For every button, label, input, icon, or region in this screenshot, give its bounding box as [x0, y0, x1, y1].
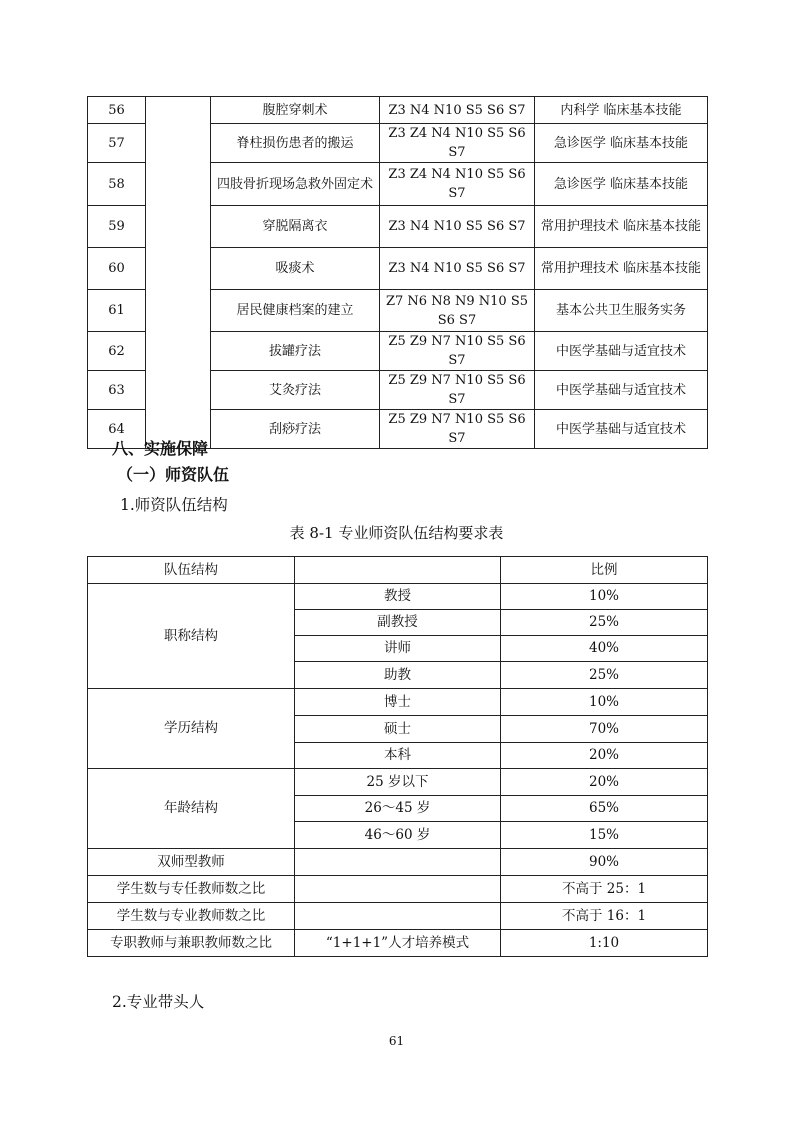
skill-codes: Z3 Z4 N4 N10 S5 S6 S7	[380, 163, 535, 206]
table-row	[88, 769, 708, 796]
group-label: 年龄结构	[88, 769, 295, 849]
sub-item	[295, 903, 501, 930]
skill-name: 拔罐疗法	[211, 332, 380, 371]
sub-item: 教授	[295, 584, 501, 610]
table-row	[88, 849, 708, 876]
row-number: 57	[88, 124, 146, 163]
skill-codes: Z5 Z9 N7 N10 S5 S6 S7	[380, 332, 535, 371]
ratio-value: 25%	[501, 610, 708, 636]
skill-courses: 常用护理技术 临床基本技能	[535, 206, 708, 248]
subsection-heading: （一）师资队伍	[117, 465, 230, 484]
faculty-structure-table	[87, 556, 708, 957]
ratio-value: 40%	[501, 636, 708, 662]
skill-courses: 内科学 临床基本技能	[535, 97, 708, 124]
table-row	[88, 689, 708, 716]
table-caption: 表 8-1 专业师资队伍结构要求表	[289, 524, 504, 542]
sub-item: “1+1+1”人才培养模式	[295, 930, 501, 957]
ratio-value: 10%	[501, 689, 708, 716]
sub-item: 本科	[295, 743, 501, 769]
skill-name: 吸痰术	[211, 248, 380, 290]
table-row	[88, 930, 708, 957]
row-label: 双师型教师	[88, 849, 295, 876]
skill-codes: Z3 N4 N10 S5 S6 S7	[380, 248, 535, 290]
skill-courses: 中医学基础与适宜技术	[535, 332, 708, 371]
merged-category-cell	[146, 97, 211, 449]
skill-name: 艾灸疗法	[211, 371, 380, 410]
skill-courses: 急诊医学 临床基本技能	[535, 124, 708, 163]
skill-courses: 中医学基础与适宜技术	[535, 410, 708, 449]
ratio-value: 15%	[501, 822, 708, 849]
group-label: 学历结构	[88, 689, 295, 769]
sub-item: 26～45 岁	[295, 796, 501, 822]
row-number: 58	[88, 163, 146, 206]
skill-name: 脊柱损伤患者的搬运	[211, 124, 380, 163]
ratio-value: 20%	[501, 743, 708, 769]
sub-item: 讲师	[295, 636, 501, 662]
row-label: 专职教师与兼职教师数之比	[88, 930, 295, 957]
skill-courses: 常用护理技术 临床基本技能	[535, 248, 708, 290]
header-blank	[295, 557, 501, 584]
ratio-value: 不高于 16：1	[501, 903, 708, 930]
table-row	[88, 903, 708, 930]
row-number: 56	[88, 97, 146, 124]
ratio-value: 10%	[501, 584, 708, 610]
skill-name: 居民健康档案的建立	[211, 290, 380, 332]
row-label: 学生数与专业教师数之比	[88, 903, 295, 930]
skill-name: 四肢骨折现场急救外固定术	[211, 163, 380, 206]
skill-courses: 基本公共卫生服务实务	[535, 290, 708, 332]
skill-codes: Z3 Z4 N4 N10 S5 S6 S7	[380, 124, 535, 163]
table-row	[88, 876, 708, 903]
sub-item: 助教	[295, 662, 501, 689]
row-number: 63	[88, 371, 146, 410]
group-label: 职称结构	[88, 584, 295, 689]
item-1-heading: 1.师资队伍结构	[120, 496, 228, 514]
section-heading: 八、实施保障	[112, 439, 209, 458]
skill-codes: Z3 N4 N10 S5 S6 S7	[380, 206, 535, 248]
table-row	[88, 97, 708, 124]
header-ratio: 比例	[501, 557, 708, 584]
skill-name: 刮痧疗法	[211, 410, 380, 449]
ratio-value: 25%	[501, 662, 708, 689]
skill-codes: Z5 Z9 N7 N10 S5 S6 S7	[380, 410, 535, 449]
skill-courses: 中医学基础与适宜技术	[535, 371, 708, 410]
sub-item: 25 岁以下	[295, 769, 501, 796]
ratio-value: 65%	[501, 796, 708, 822]
ratio-value: 不高于 25：1	[501, 876, 708, 903]
row-number: 64	[88, 410, 146, 449]
sub-item: 46～60 岁	[295, 822, 501, 849]
skill-codes: Z7 N6 N8 N9 N10 S5 S6 S7	[380, 290, 535, 332]
ratio-value: 20%	[501, 769, 708, 796]
ratio-value: 90%	[501, 849, 708, 876]
skills-table	[87, 96, 708, 449]
sub-item: 副教授	[295, 610, 501, 636]
ratio-value: 70%	[501, 716, 708, 743]
table-row	[88, 584, 708, 610]
page-number: 61	[388, 1034, 405, 1048]
table-header-row	[88, 557, 708, 584]
row-label: 学生数与专任教师数之比	[88, 876, 295, 903]
sub-item: 博士	[295, 689, 501, 716]
sub-item	[295, 849, 501, 876]
skill-codes: Z5 Z9 N7 N10 S5 S6 S7	[380, 371, 535, 410]
row-number: 61	[88, 290, 146, 332]
skill-codes: Z3 N4 N10 S5 S6 S7	[380, 97, 535, 124]
sub-item	[295, 876, 501, 903]
row-number: 60	[88, 248, 146, 290]
header-structure: 队伍结构	[88, 557, 295, 584]
row-number: 59	[88, 206, 146, 248]
skill-courses: 急诊医学 临床基本技能	[535, 163, 708, 206]
ratio-value: 1:10	[501, 930, 708, 957]
skill-name: 腹腔穿刺术	[211, 97, 380, 124]
sub-item: 硕士	[295, 716, 501, 743]
skill-name: 穿脱隔离衣	[211, 206, 380, 248]
row-number: 62	[88, 332, 146, 371]
item-2-heading: 2.专业带头人	[112, 993, 205, 1011]
